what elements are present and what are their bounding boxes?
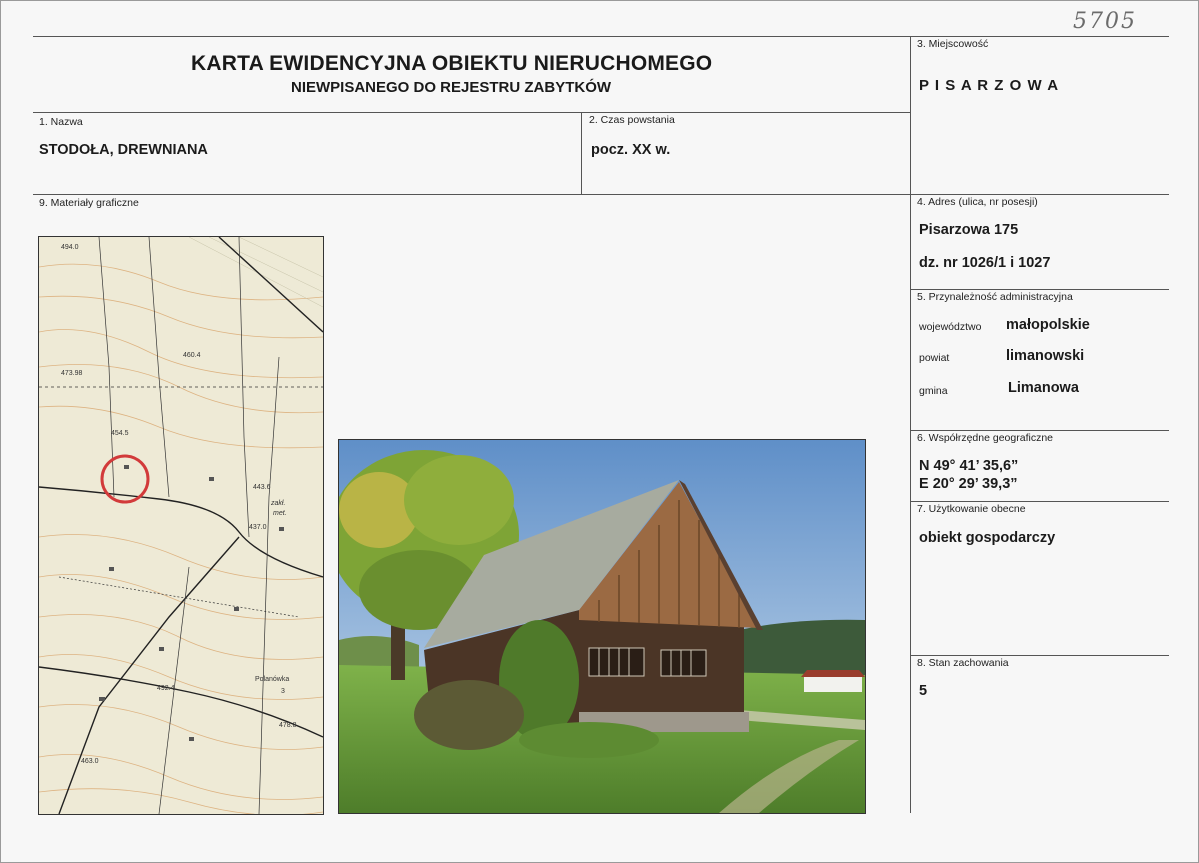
map-label-6: met.: [273, 510, 287, 517]
date-label: 2. Czas powstania: [589, 114, 675, 126]
divider-name-date: [581, 112, 582, 194]
name-value: STODOŁA, DREWNIANA: [39, 142, 208, 158]
topographic-map-drawing: [39, 237, 323, 814]
address-line1: Pisarzowa 175: [919, 222, 1019, 238]
map-label-10: 492.4: [157, 685, 175, 692]
county-label: powiat: [919, 352, 950, 364]
divider-usage: [910, 655, 1169, 656]
topographic-map: [38, 236, 324, 815]
map-label-0: 494.0: [61, 244, 79, 251]
map-label-1: 460.4: [183, 352, 201, 359]
address-line2: dz. nr 1026/1 i 1027: [919, 255, 1051, 271]
map-label-2: 473.98: [61, 370, 83, 377]
usage-value: obiekt gospodarczy: [919, 530, 1056, 546]
divider-top: [33, 36, 1169, 37]
usage-label: 7. Użytkowanie obecne: [917, 503, 1026, 515]
name-label: 1. Nazwa: [39, 116, 83, 128]
commune-label: gmina: [919, 385, 948, 397]
map-label-3: 454.5: [111, 430, 129, 437]
handwritten-number: 5705: [1073, 9, 1137, 34]
locality-value: P I S A R Z O W A: [919, 77, 1060, 94]
map-label-4: 443.6: [253, 484, 271, 491]
divider-right-column: [910, 36, 911, 813]
divider-title: [33, 112, 911, 113]
map-label-5: zakł.: [271, 500, 286, 507]
commune-value: Limanowa: [1008, 380, 1079, 396]
divider-coords: [910, 501, 1169, 502]
divider-name-row: [33, 194, 1169, 195]
card-title: KARTA EWIDENCYJNA OBIEKTU NIERUCHOMEGO: [191, 52, 713, 75]
coords-label: 6. Współrzędne geograficzne: [917, 432, 1053, 444]
map-label-11: 478.8: [279, 722, 297, 729]
admin-label: 5. Przynależność administracyjna: [917, 291, 1073, 303]
map-label-8: Polanówka: [255, 676, 290, 683]
card-subtitle: NIEWPISANEGO DO REJESTRU ZABYTKÓW: [291, 79, 612, 96]
divider-address: [910, 289, 1169, 290]
graphics-label: 9. Materiały graficzne: [39, 197, 139, 209]
map-label-7: 437.0: [249, 524, 267, 531]
map-label-9: 3: [281, 688, 285, 695]
voivodeship-label: województwo: [919, 321, 982, 333]
map-label-12: 463.0: [81, 758, 99, 765]
barn-photo: [338, 439, 866, 814]
voivodeship-value: małopolskie: [1006, 317, 1090, 333]
barn-photo-drawing: [339, 440, 865, 813]
condition-value: 5: [919, 683, 928, 699]
divider-admin: [910, 430, 1169, 431]
coords-east: E 20° 29’ 39,3”: [919, 476, 1018, 492]
county-value: limanowski: [1006, 348, 1085, 364]
locality-label: 3. Miejscowość: [917, 38, 989, 50]
date-value: pocz. XX w.: [591, 142, 671, 158]
coords-north: N 49° 41’ 35,6”: [919, 458, 1019, 474]
condition-label: 8. Stan zachowania: [917, 657, 1009, 669]
address-label: 4. Adres (ulica, nr posesji): [917, 196, 1038, 208]
